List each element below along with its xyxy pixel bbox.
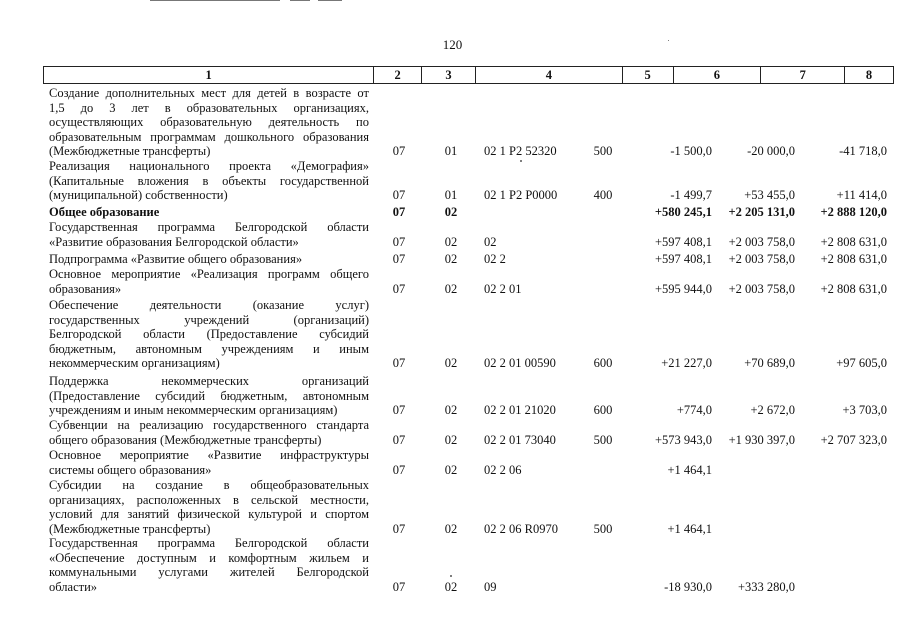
description-line: «Развитие образования Белгородской области» [49, 234, 299, 249]
cell-col-6: +774,0 [676, 403, 712, 418]
cell-col-3: 02 [444, 579, 458, 594]
cell-col-4: 02 2 [484, 252, 506, 266]
cell-col-5: 500 [593, 521, 613, 536]
cell-col-6: +597 408,1 [654, 234, 712, 249]
row-description [49, 220, 369, 249]
cell-col-6: +580 245,1 [654, 205, 712, 219]
cell-col-4: 02 2 06 [484, 462, 522, 477]
description-line: (муниципальной) собственности) [49, 188, 228, 203]
cell-col-6: -1 499,7 [670, 188, 712, 203]
description-line: бюджетным, автономным учреждениям и иным [49, 341, 369, 356]
description-line: Белгородской области (Предоставление субсидий [49, 327, 369, 342]
cell-col-2: 07 [392, 144, 406, 159]
cell-col-8: +3 703,0 [842, 403, 887, 418]
cell-col-7: +2 205 131,0 [728, 205, 795, 219]
description-line: коммунальными услугами жителей Белгородской [49, 565, 369, 580]
cell-col-8: +97 605,0 [836, 356, 887, 371]
cell-col-3: 02 [444, 432, 458, 447]
description-line: Обеспечение деятельности (оказание услуг) [49, 298, 369, 312]
description-line: (Предоставление субсидий бюджетным, автономным [49, 388, 369, 403]
cell-col-8: +2 808 631,0 [820, 234, 887, 249]
cell-col-7: +333 280,0 [737, 579, 795, 594]
row-description [49, 205, 369, 220]
description-line: области» [49, 579, 98, 594]
cell-col-7: +2 003 758,0 [728, 252, 795, 266]
cell-col-2: 07 [392, 579, 406, 594]
cell-col-4: 02 2 01 21020 [484, 403, 556, 418]
cell-col-2: 07 [392, 356, 406, 371]
description-line: государственных учреждений (организаций) [49, 312, 369, 327]
cell-col-4: 02 1 P2 P0000 [484, 188, 558, 203]
scan-artifact-line [150, 0, 280, 1]
cell-col-5: 500 [593, 432, 613, 447]
description-line: Основное мероприятие «Развитие инфраструктуры [49, 448, 369, 462]
cell-col-3: 01 [444, 188, 458, 203]
cell-col-8: +2 707 323,0 [820, 432, 887, 447]
description-line: Государственная программа Белгородской области [49, 536, 369, 550]
header-col-7: 7 [761, 67, 845, 83]
description-line: осуществляющих образовательную деятельность по [49, 115, 369, 130]
description-line: Основное мероприятие «Реализация программ общего [49, 267, 369, 281]
cell-col-5: 400 [593, 188, 613, 203]
description-line: образования» [49, 281, 122, 296]
cell-col-3: 02 [444, 356, 458, 371]
cell-col-2: 07 [392, 403, 406, 418]
page-number: 120 [442, 37, 463, 52]
cell-col-6: +1 464,1 [667, 521, 712, 536]
cell-col-8: +11 414,0 [836, 188, 887, 203]
scan-speck [520, 160, 522, 162]
description-line: Субсидии на создание в общеобразовательных [49, 478, 369, 492]
description-line: условий для занятий физической культурой и спортом [49, 507, 369, 522]
scan-artifact-line [318, 0, 342, 1]
header-col-2: 2 [374, 67, 422, 83]
cell-col-2: 07 [392, 432, 406, 447]
cell-col-7: +53 455,0 [744, 188, 795, 203]
header-col-1: 1 [44, 67, 374, 83]
header-col-4: 4 [476, 67, 623, 83]
description-line: Общее образование [49, 205, 160, 219]
scan-speck [450, 575, 452, 577]
row-description [49, 86, 369, 159]
cell-col-7: +2 003 758,0 [728, 234, 795, 249]
description-line: некоммерческим организациям) [49, 356, 220, 371]
cell-col-4: 02 1 P2 52320 [484, 144, 557, 159]
row-description [49, 536, 369, 594]
description-line: (Межбюджетные трансферты) [49, 144, 211, 159]
description-line: общего образования (Межбюджетные трансферты) [49, 432, 322, 447]
row-description [49, 159, 369, 203]
cell-col-7: +1 930 397,0 [728, 432, 795, 447]
cell-col-2: 07 [392, 252, 406, 266]
description-line: «Обеспечение доступным и комфортным жильем и [49, 550, 369, 565]
description-line: Подпрограмма «Развитие общего образования» [49, 252, 303, 266]
cell-col-7: -20 000,0 [747, 144, 795, 159]
header-col-3: 3 [422, 67, 476, 83]
cell-col-6: -18 930,0 [664, 579, 712, 594]
cell-col-3: 02 [444, 521, 458, 536]
cell-col-6: +573 943,0 [654, 432, 712, 447]
cell-col-4: 02 2 01 73040 [484, 432, 556, 447]
description-line: Создание дополнительных мест для детей в возрасте от [49, 86, 369, 100]
cell-col-2: 07 [392, 234, 406, 249]
header-col-8: 8 [865, 68, 873, 82]
cell-col-8: +2 808 631,0 [820, 281, 887, 296]
cell-col-3: 02 [444, 462, 458, 477]
cell-col-2: 07 [392, 205, 406, 219]
cell-col-4: 02 2 01 00590 [484, 356, 556, 371]
cell-col-3: 02 [444, 281, 458, 296]
cell-col-3: 02 [444, 234, 458, 249]
description-line: 1,5 до 3 лет в образовательных организациях, [49, 100, 369, 115]
cell-col-7: +70 689,0 [744, 356, 795, 371]
description-line: (Капитальные вложения в объекты государственной [49, 173, 369, 188]
cell-col-6: +595 944,0 [654, 281, 712, 296]
description-line: учреждениям и иным некоммерческим организациям) [49, 403, 338, 418]
description-line: организациях, расположенных в сельской местности, [49, 492, 369, 507]
cell-col-8: +2 888 120,0 [820, 205, 887, 219]
row-description [49, 267, 369, 296]
cell-col-2: 07 [392, 462, 406, 477]
cell-col-2: 07 [392, 521, 406, 536]
cell-col-4: 09 [484, 579, 497, 594]
cell-col-5: 500 [593, 144, 613, 159]
description-line: Субвенции на реализацию государственного стандарта [49, 418, 369, 432]
description-line: (Межбюджетные трансферты) [49, 521, 211, 536]
cell-col-6: +597 408,1 [654, 252, 712, 266]
scan-speck [668, 40, 669, 41]
cell-col-2: 07 [392, 188, 406, 203]
cell-col-3: 02 [444, 403, 458, 418]
row-description [49, 418, 369, 447]
cell-col-3: 01 [444, 144, 458, 159]
cell-col-4: 02 [484, 234, 497, 249]
cell-col-4: 02 2 06 R0970 [484, 521, 558, 536]
cell-col-4: 02 2 01 [484, 281, 522, 296]
table-header [43, 66, 894, 84]
description-line: системы общего образования» [49, 462, 212, 477]
cell-col-6: +21 227,0 [661, 356, 712, 371]
cell-col-6: +1 464,1 [667, 462, 712, 477]
cell-col-5: 600 [593, 356, 613, 371]
row-description [49, 298, 369, 371]
row-description [49, 374, 369, 418]
cell-col-3: 02 [444, 252, 458, 266]
cell-col-8: -41 718,0 [839, 144, 887, 159]
row-description [49, 478, 369, 536]
scan-artifact-line [290, 0, 310, 1]
cell-col-7: +2 003 758,0 [728, 281, 795, 296]
row-description [49, 252, 369, 267]
description-line: Поддержка некоммерческих организаций [49, 374, 369, 388]
cell-col-3: 02 [444, 205, 458, 219]
cell-col-2: 07 [392, 281, 406, 296]
cell-col-6: -1 500,0 [670, 144, 712, 159]
header-col-6: 6 [674, 67, 762, 83]
header-col-5: 5 [623, 67, 674, 83]
description-line: Государственная программа Белгородской области [49, 220, 369, 234]
description-line: Реализация национального проекта «Демография» [49, 159, 369, 173]
row-description [49, 448, 369, 477]
description-line: образовательным программам дошкольного образования [49, 129, 369, 144]
cell-col-5: 600 [593, 403, 613, 418]
cell-col-7: +2 672,0 [750, 403, 795, 418]
cell-col-8: +2 808 631,0 [820, 252, 887, 266]
